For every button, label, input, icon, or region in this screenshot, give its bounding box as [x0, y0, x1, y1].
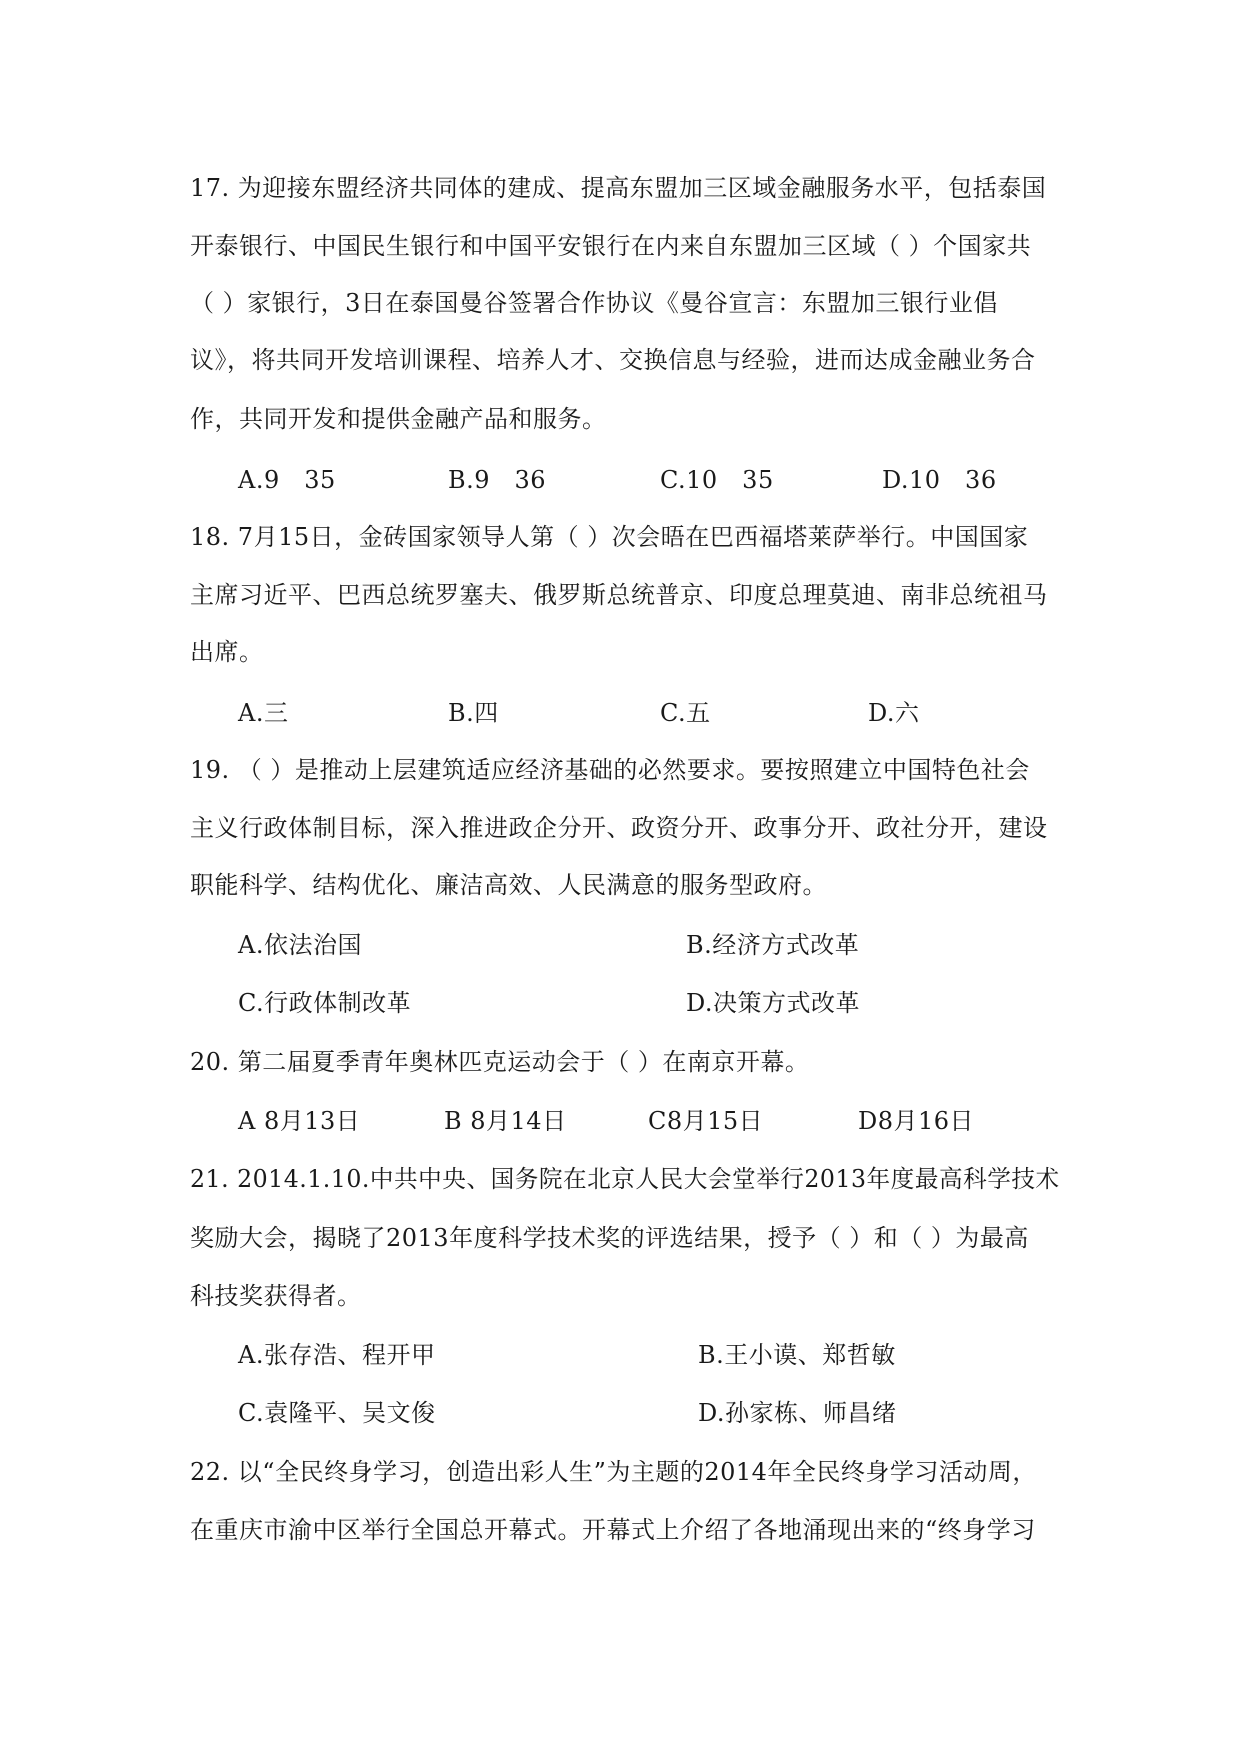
q20-option-b: B 8月14日	[444, 1107, 567, 1135]
q21-option-c: C.袁隆平、吴文俊	[238, 1399, 436, 1427]
q18-line-3: 出席。	[190, 638, 264, 666]
q19-line-1: 19. （ ）是推动上层建筑适应经济基础的必然要求。要按照建立中国特色社会	[190, 756, 1030, 784]
q21-option-d: D.孙家栋、师昌绪	[698, 1399, 897, 1427]
q17-option-b: B.9 36	[448, 466, 547, 494]
q19-option-a: A.依法治国	[238, 931, 362, 959]
q20-option-d: D8月16日	[858, 1107, 975, 1135]
q17-line-1: 17. 为迎接东盟经济共同体的建成、提高东盟加三区域金融服务水平，包括泰国	[190, 174, 1047, 202]
q18-option-d: D.六	[868, 699, 920, 727]
q17-option-a: A.9 35	[238, 466, 336, 494]
q17-line-5: 作，共同开发和提供金融产品和服务。	[190, 405, 607, 433]
q18-line-1: 18. 7月15日，金砖国家领导人第（ ）次会晤在巴西福塔莱萨举行。中国国家	[190, 523, 1029, 551]
q19-line-3: 职能科学、结构优化、廉洁高效、人民满意的服务型政府。	[190, 871, 827, 899]
q19-option-d: D.决策方式改革	[686, 989, 861, 1017]
q20-option-a: A 8月13日	[238, 1107, 361, 1135]
q19-option-b: B.经济方式改革	[686, 931, 860, 959]
q19-line-2: 主义行政体制目标，深入推进政企分开、政资分开、政事分开、政社分开，建设	[190, 814, 1048, 842]
q19-option-c: C.行政体制改革	[238, 989, 412, 1017]
q21-line-3: 科技奖获得者。	[190, 1282, 362, 1310]
q21-option-b: B.王小谟、郑哲敏	[698, 1341, 896, 1369]
q21-option-a: A.张存浩、程开甲	[238, 1341, 436, 1369]
q17-line-4: 议》，将共同开发培训课程、培养人才、交换信息与经验，进而达成金融业务合	[190, 346, 1036, 374]
q22-line-1: 22. 以“全民终身学习，创造出彩人生”为主题的2014年全民终身学习活动周，	[190, 1458, 1037, 1486]
q18-option-c: C.五	[660, 699, 711, 727]
q20-line-1: 20. 第二届夏季青年奥林匹克运动会于（ ）在南京开幕。	[190, 1048, 810, 1076]
q20-option-c: C8月15日	[648, 1107, 764, 1135]
q17-option-c: C.10 35	[660, 466, 774, 494]
q21-line-1: 21. 2014.1.10.中共中央、国务院在北京人民大会堂举行2013年度最高科学技术	[190, 1165, 1060, 1193]
q18-option-b: B.四	[448, 699, 499, 727]
q17-line-3: （ ）家银行，3日在泰国曼谷签署合作协议《曼谷宣言：东盟加三银行业倡	[190, 289, 998, 317]
q21-line-2: 奖励大会，揭晓了2013年度科学技术奖的评选结果，授予（ ）和（ ）为最高	[190, 1224, 1029, 1252]
q17-line-2: 开泰银行、中国民生银行和中国平安银行在内来自东盟加三区域（ ）个国家共	[190, 232, 1032, 260]
q18-line-2: 主席习近平、巴西总统罗塞夫、俄罗斯总统普京、印度总理莫迪、南非总统祖马	[190, 581, 1048, 609]
q18-option-a: A.三	[238, 699, 289, 727]
q17-option-d: D.10 36	[882, 466, 997, 494]
q22-line-2: 在重庆市渝中区举行全国总开幕式。开幕式上介绍了各地涌现出来的“终身学习	[190, 1516, 1036, 1544]
